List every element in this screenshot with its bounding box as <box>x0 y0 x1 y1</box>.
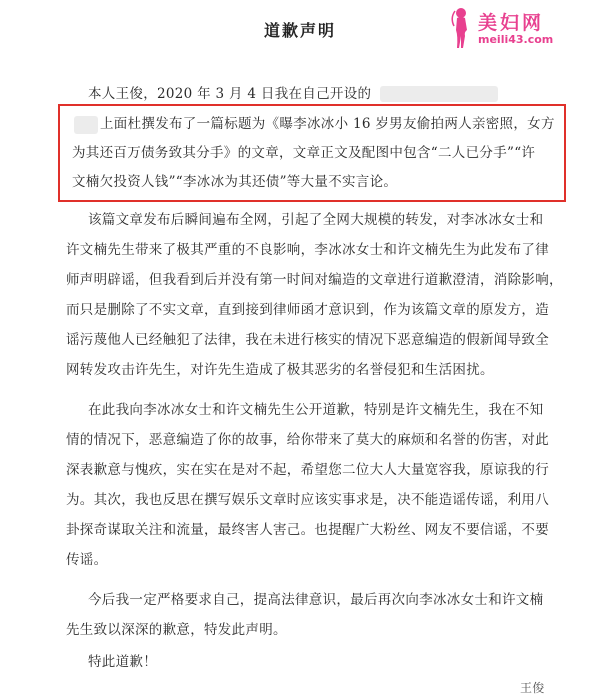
woman-silhouette-icon <box>446 6 476 50</box>
paragraph-line: 上面杜撰发布了一篇标题为《曝李冰冰小 16 岁男友偷拍两人亲密照，女方 <box>100 116 555 132</box>
paragraph-line: 本人王俊，2020 年 3 月 4 日我在自己开设的 <box>88 86 372 102</box>
closing-line: 特此道歉！ <box>88 654 157 670</box>
paragraph-line: 传谣。 <box>66 552 108 568</box>
paragraph-line: 为。其次，我也反思在撰写娱乐文章时应该实事求是，决不能造谣传谣，利用八 <box>66 492 549 508</box>
paragraph-line: 先生致以深深的歉意，特发此声明。 <box>66 622 287 638</box>
logo-url: meili43.com <box>478 33 554 46</box>
paragraph-line: 该篇文章发布后瞬间遍布全网，引起了全网大规模的转发，对李冰冰女士和 <box>88 212 544 228</box>
paragraph-line: 文楠欠投资人钱”“李冰冰为其还债”等大量不实言论。 <box>72 174 398 190</box>
paragraph-line: 谣污蔑他人已经触犯了法律，我在未进行核实的情况下恶意编造的假新闻导致全 <box>66 332 549 348</box>
paragraph-line: 在此我向李冰冰女士和许文楠先生公开道歉，特别是许文楠先生，我在不知 <box>88 402 544 418</box>
paragraph-line: 而只是删除了不实文章，直到接到律师函才意识到，作为该篇文章的原发方，造 <box>66 302 549 318</box>
document-title: 道歉声明 <box>263 21 336 40</box>
paragraph-line: 为其还百万债务致其分手》的文章，文章正文及配图中包含“二人已分手”“许 <box>72 145 536 161</box>
paragraph-line: 情的情况下，恶意编造了你的故事，给你带来了莫大的麻烦和名誉的伤害，对此 <box>66 432 549 448</box>
paragraph-line: 网转发攻击许先生，对许先生造成了极其恶劣的名誉侵犯和生活困扰。 <box>66 362 494 378</box>
paragraph-line: 许文楠先生带来了极其严重的不良影响，李冰冰女士和许文楠先生为此发布了律 <box>66 242 549 258</box>
logo-name: 美妇网 <box>478 12 545 34</box>
signature: 王俊 <box>520 681 545 695</box>
paragraph-line: 师声明辟谣，但我看到后并没有第一时间对编造的文章进行道歉澄清，消除影响， <box>66 272 563 288</box>
paragraph-line: 深表歉意与愧疚，实在实在是对不起，希望您二位大人大量宽容我，原谅我的行 <box>66 462 549 478</box>
site-logo <box>442 6 592 50</box>
paragraph-line: 今后我一定严格要求自己，提高法律意识，最后再次向李冰冰女士和许文楠 <box>88 592 544 608</box>
paragraph-line: 卦探奇谋取关注和流量，最终害人害己。也提醒广大粉丝、网友不要信谣，不要 <box>66 522 549 538</box>
